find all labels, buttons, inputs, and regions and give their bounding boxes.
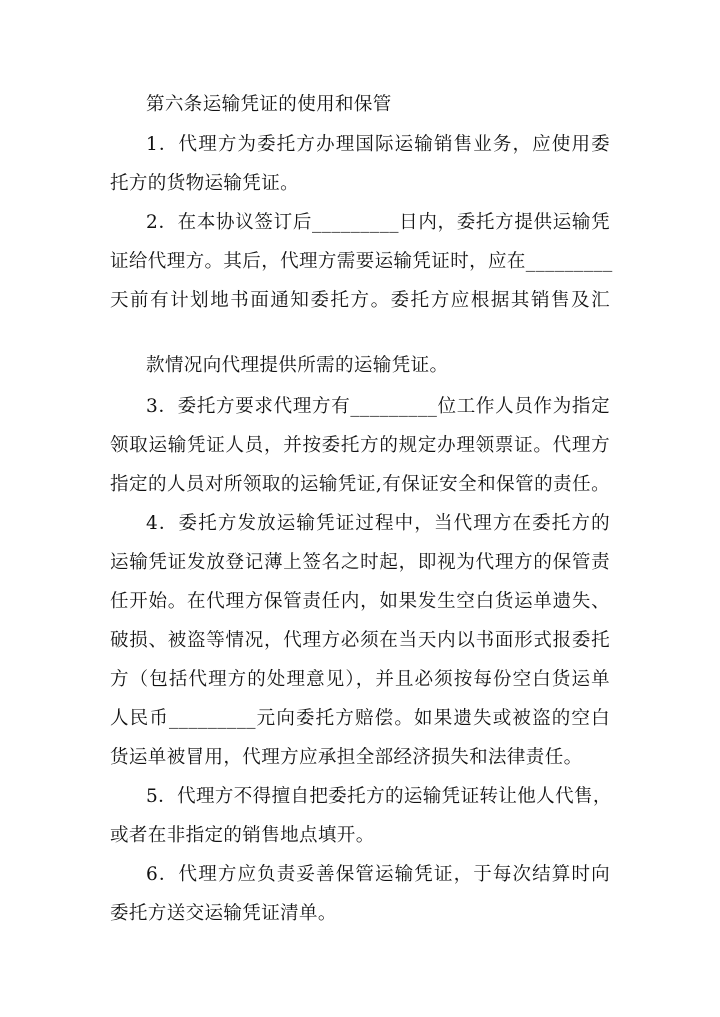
paragraph-4-line-5: 方（包括代理方的处理意见），并且必须按每份空白货运单	[110, 669, 610, 690]
paragraph-4-line-4: 破损、被盗等情况，代理方必须在当天内以书面形式报委托	[110, 630, 610, 651]
paragraph-6-line-1: 6．代理方应负责妥善保管运输凭证，于每次结算时向	[146, 864, 610, 885]
paragraph-4-line-7: 货运单被冒用，代理方应承担全部经济损失和法律责任。	[110, 747, 583, 768]
paragraph-6-line-2: 委托方送交运输凭证清单。	[110, 903, 337, 924]
paragraph-3-line-2: 领取运输凭证人员，并按委托方的规定办理领票证。代理方	[110, 435, 610, 456]
paragraph-2-line-2: 证给代理方。其后，代理方需要运输凭证时，应在_________	[110, 251, 613, 272]
paragraph-2-line-3: 天前有计划地书面通知委托方。委托方应根据其销售及汇	[110, 290, 610, 311]
paragraph-4-line-2: 运输凭证发放登记薄上签名之时起，即视为代理方的保管责	[110, 552, 610, 573]
paragraph-5-line-1: 5．代理方不得擅自把委托方的运输凭证转让他人代售，	[146, 786, 612, 807]
paragraph-1-line-1: 1．代理方为委托方办理国际运输销售业务，应使用委	[146, 134, 610, 155]
paragraph-2-line-4: 款情况向代理提供所需的运输凭证。	[146, 355, 449, 376]
paragraph-3-line-3: 指定的人员对所领取的运输凭证,有保证安全和保管的责任。	[110, 474, 610, 495]
paragraph-4-line-6: 人民币_________元向委托方赔偿。如果遗失或被盗的空白	[110, 708, 610, 729]
paragraph-4-line-1: 4．委托方发放运输凭证过程中，当代理方在委托方的	[146, 513, 610, 534]
paragraph-1-line-2: 托方的货物运输凭证。	[110, 173, 300, 194]
article-heading: 第六条运输凭证的使用和保管	[146, 94, 392, 115]
paragraph-5-line-2: 或者在非指定的销售地点填开。	[110, 825, 375, 846]
paragraph-2-line-1: 2．在本协议签订后_________日内，委托方提供运输凭	[146, 212, 610, 233]
paragraph-4-line-3: 任开始。在代理方保管责任内，如果发生空白货运单遗失、	[110, 591, 610, 612]
paragraph-3-line-1: 3．委托方要求代理方有_________位工作人员作为指定	[146, 396, 610, 417]
